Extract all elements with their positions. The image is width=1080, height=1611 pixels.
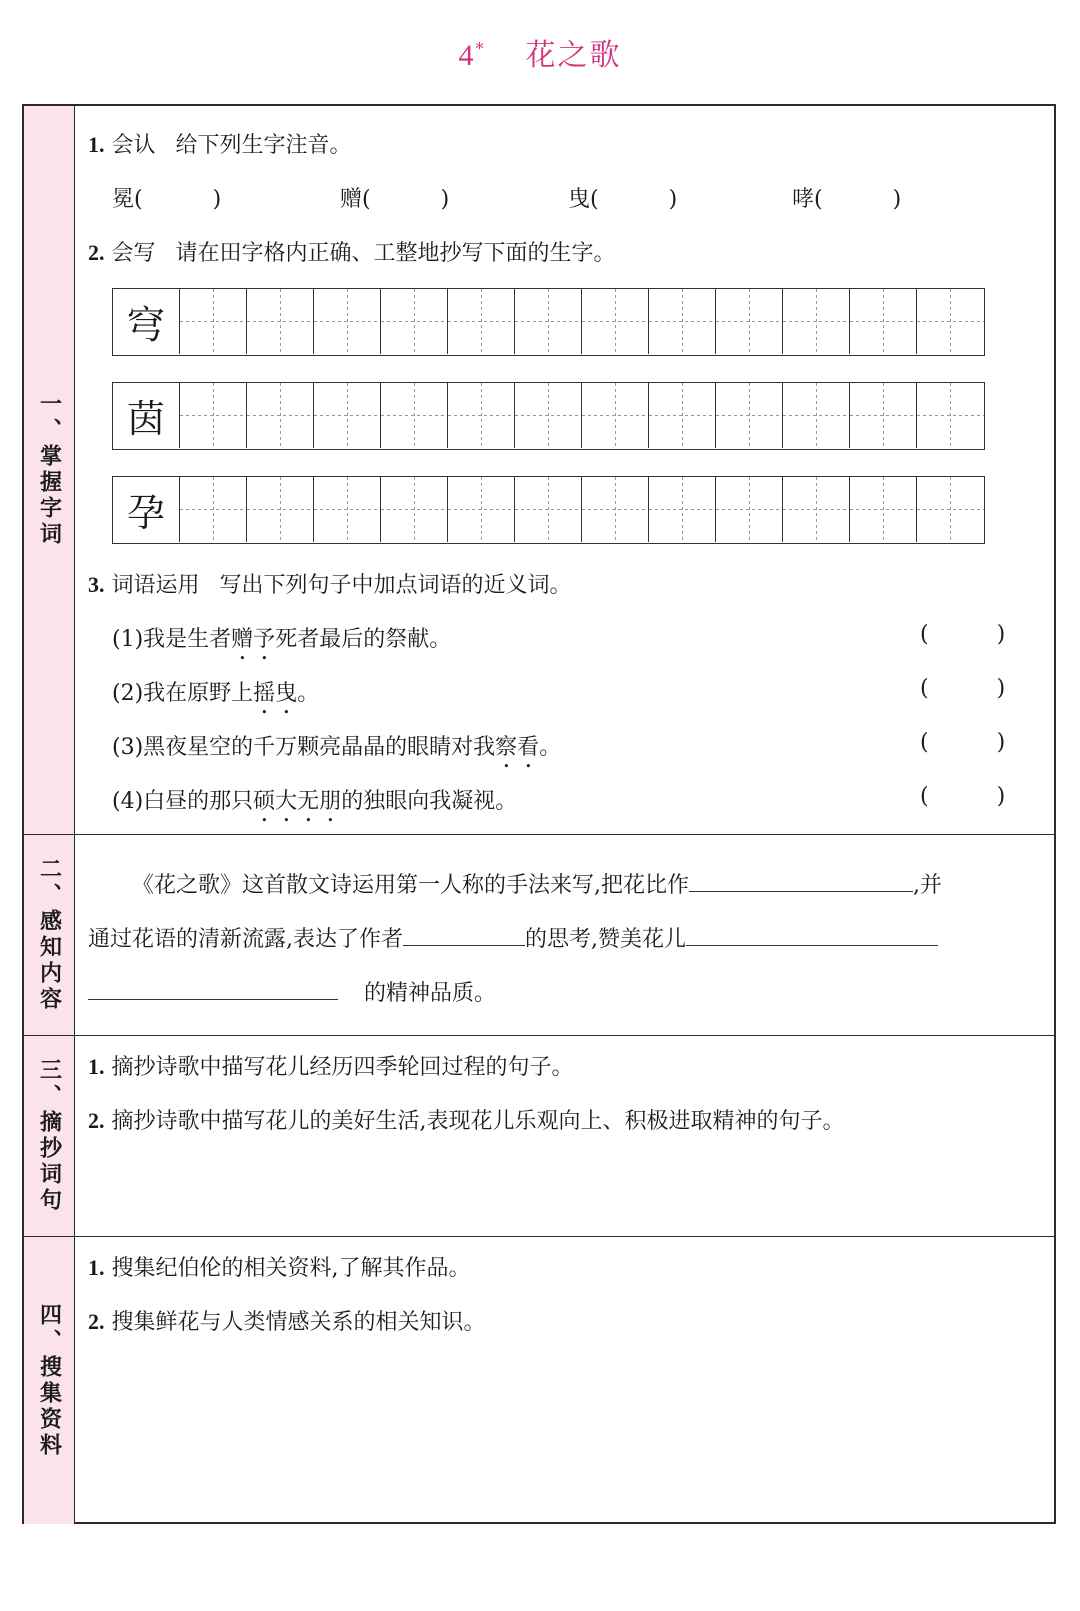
model-character: 茵: [113, 383, 179, 448]
answer-blank[interactable]: [403, 921, 525, 946]
question-1: 1. 搜集纪伯伦的相关资料,了解其作品。: [88, 1255, 471, 1281]
section-vocabulary: [24, 106, 1054, 834]
fill-blank-line: 《花之歌》这首散文诗运用第一人称的手法来写,把花比作 ,并: [132, 867, 942, 899]
page-title: [0, 30, 1080, 74]
model-character: 穹: [113, 289, 179, 354]
lesson-title: 花之歌: [525, 38, 622, 73]
answer-blank[interactable]: ( ): [920, 676, 1006, 701]
question-2: 2. 摘抄诗歌中描写花儿的美好生活,表现花儿乐观向上、积极进取精神的句子。: [88, 1108, 845, 1134]
model-character: 孕: [113, 477, 179, 542]
answer-blank[interactable]: ( ): [920, 784, 1006, 809]
worksheet-frame: [22, 104, 1056, 1524]
answer-blank[interactable]: [88, 975, 338, 1000]
lesson-number: 4: [458, 39, 476, 72]
fill-blank-line: 通过花语的清新流露,表达了作者 的思考,赞美花儿: [88, 921, 938, 953]
answer-blank[interactable]: ( ): [920, 730, 1006, 755]
pinyin-item[interactable]: 赠( ): [340, 187, 450, 212]
answer-blank[interactable]: [686, 921, 938, 946]
synonym-sentence: (1)我是生者赠予死者最后的祭献。: [112, 627, 452, 652]
question-1: 1. 会认 给下列生字注音。: [88, 132, 352, 158]
pinyin-item[interactable]: 冕( ): [112, 187, 222, 212]
optional-star: *: [475, 39, 486, 58]
section-comprehension: [24, 834, 1054, 1035]
section-excerpts: [24, 1035, 1054, 1236]
fill-blank-line: 的精神品质。: [88, 975, 496, 1007]
section-label: 一、掌握字词: [24, 106, 75, 834]
section-label: 二、感知内容: [24, 835, 75, 1035]
synonym-sentence: (2)我在原野上摇曳。: [112, 681, 320, 706]
pinyin-item[interactable]: 哮( ): [792, 187, 902, 212]
question-2: 2. 会写 请在田字格内正确、工整地抄写下面的生字。: [88, 240, 616, 266]
answer-blank[interactable]: ( ): [920, 622, 1006, 647]
question-1: 1. 摘抄诗歌中描写花儿经历四季轮回过程的句子。: [88, 1054, 574, 1080]
section-label: 三、摘抄词句: [24, 1036, 75, 1236]
section-research: [24, 1236, 1054, 1524]
synonym-sentence: (3)黑夜星空的千万颗亮晶晶的眼睛对我察看。: [112, 735, 562, 760]
question-2: 2. 搜集鲜花与人类情感关系的相关知识。: [88, 1309, 486, 1335]
question-3: 3. 词语运用 写出下列句子中加点词语的近义词。: [88, 572, 572, 598]
answer-blank[interactable]: [689, 867, 913, 892]
pinyin-item[interactable]: 曳( ): [568, 187, 678, 212]
section-label: 四、搜集资料: [24, 1237, 75, 1524]
synonym-sentence: (4)白昼的那只硕大无朋的独眼向我凝视。: [112, 789, 518, 814]
